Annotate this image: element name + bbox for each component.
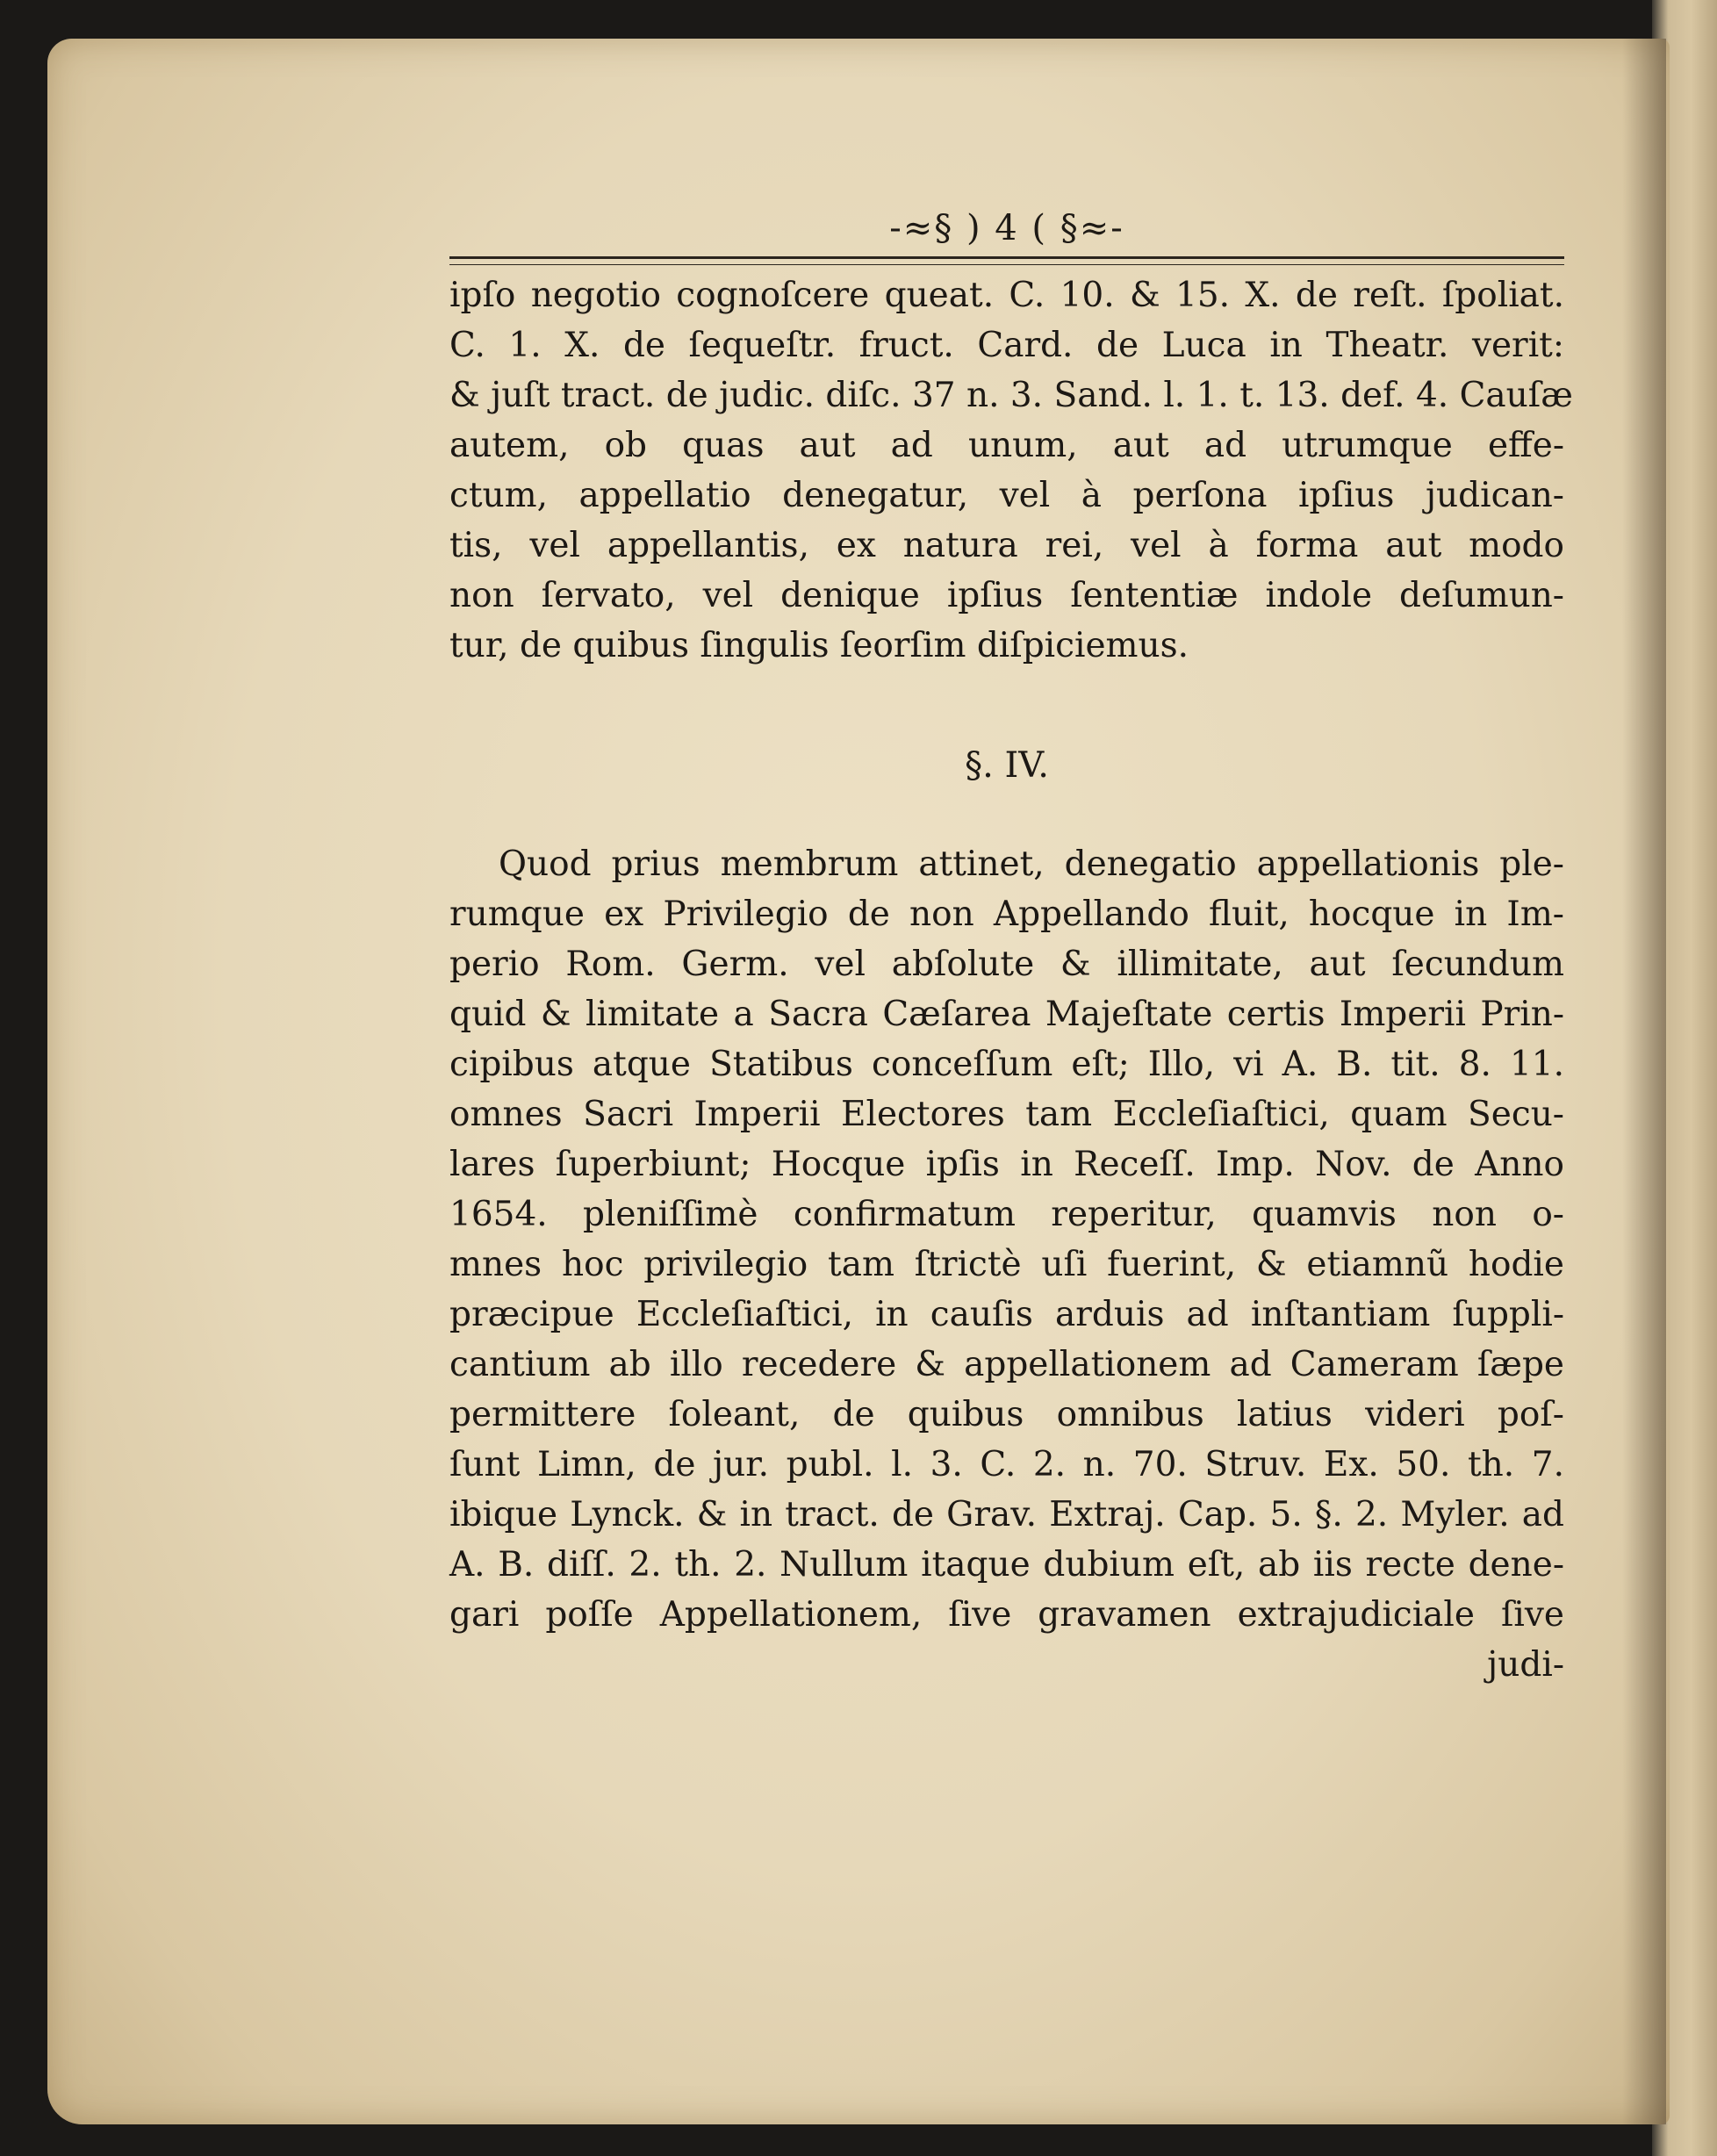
text-line: permittere ſoleant, de quibus omnibus latius videri poſ- bbox=[449, 1395, 1564, 1434]
text-line: & juſt tract. de judic. diſc. 37 n. 3. Sand. l. 1. t. 13. def. 4. Cauſæ bbox=[449, 376, 1573, 415]
text-line: autem, ob quas aut ad unum, aut ad utrumque effe- bbox=[449, 426, 1564, 465]
text-line: cipibus atque Statibus conceſſum eſt; Illo, vi A. B. tit. 8. 11. bbox=[449, 1045, 1564, 1084]
text-line: ctum, appellatio denegatur, vel à perſona ipſius judican- bbox=[449, 476, 1564, 515]
text-line: C. 1. X. de ſequeſtr. fruct. Card. de Luca in Theatr. verit: bbox=[449, 326, 1564, 365]
text-line: quid & limitate a Sacra Cæſarea Majeſtate certis Imperii Prin- bbox=[449, 995, 1564, 1034]
text-line: gari poſſe Appellationem, ſive gravamen extrajudiciale ſive bbox=[449, 1595, 1564, 1635]
text-line: mnes hoc privilegio tam ſtrictè uſi fuerint, & etiamnũ hodie bbox=[449, 1245, 1564, 1284]
paragraph-2 bbox=[449, 839, 1564, 1690]
paragraph-1 bbox=[449, 270, 1573, 671]
text-line: tis, vel appellantis, ex natura rei, vel à forma aut modo bbox=[449, 526, 1564, 565]
text-line: 1654. pleniſſimè confirmatum reperitur, quamvis non o- bbox=[449, 1195, 1564, 1234]
text-line: omnes Sacri Imperii Electores tam Eccleſiaſtici, quam Secu- bbox=[449, 1095, 1564, 1134]
page-header: -≈§ ) 4 ( §≈- bbox=[889, 208, 1124, 248]
catchword: judi- bbox=[1487, 1645, 1564, 1685]
header-rule bbox=[449, 256, 1564, 265]
text-line: rumque ex Privilegio de non Appellando fluit, hocque in Im- bbox=[449, 895, 1564, 934]
text-line: non ſervato, vel denique ipſius ſententiæ indole deſumun- bbox=[449, 576, 1564, 615]
text-line: cantium ab illo recedere & appellationem ad Cameram ſæpe bbox=[449, 1345, 1564, 1384]
text-line: A. B. diſſ. 2. th. 2. Nullum itaque dubium eſt, ab iis recte dene- bbox=[449, 1545, 1564, 1585]
section-heading: §. IV. bbox=[965, 745, 1049, 786]
text-line: tur, de quibus ſingulis ſeorſim diſpiciemus. bbox=[449, 626, 1189, 665]
text-line: lares ſuperbiunt; Hocque ipſis in Receſſ. Imp. Nov. de Anno bbox=[449, 1145, 1564, 1184]
text-line: ibique Lynck. & in tract. de Grav. Extraj. Cap. 5. §. 2. Myler. ad bbox=[449, 1495, 1564, 1534]
text-line: ſunt Limn, de jur. publ. l. 3. C. 2. n. 70. Struv. Ex. 50. th. 7. bbox=[449, 1445, 1564, 1484]
page-gutter-shadow bbox=[1622, 39, 1666, 2124]
text-line: Quod prius membrum attinet, denegatio appellationis ple- bbox=[499, 844, 1564, 884]
text-line: ipſo negotio cognoſcere queat. C. 10. & 15. X. de reſt. ſpoliat. bbox=[449, 276, 1564, 315]
text-line: perio Rom. Germ. vel abſolute & illimitate, aut ſecundum bbox=[449, 945, 1564, 984]
text-line: præcipue Eccleſiaſtici, in cauſis arduis ad inſtantiam ſuppli- bbox=[449, 1295, 1564, 1334]
